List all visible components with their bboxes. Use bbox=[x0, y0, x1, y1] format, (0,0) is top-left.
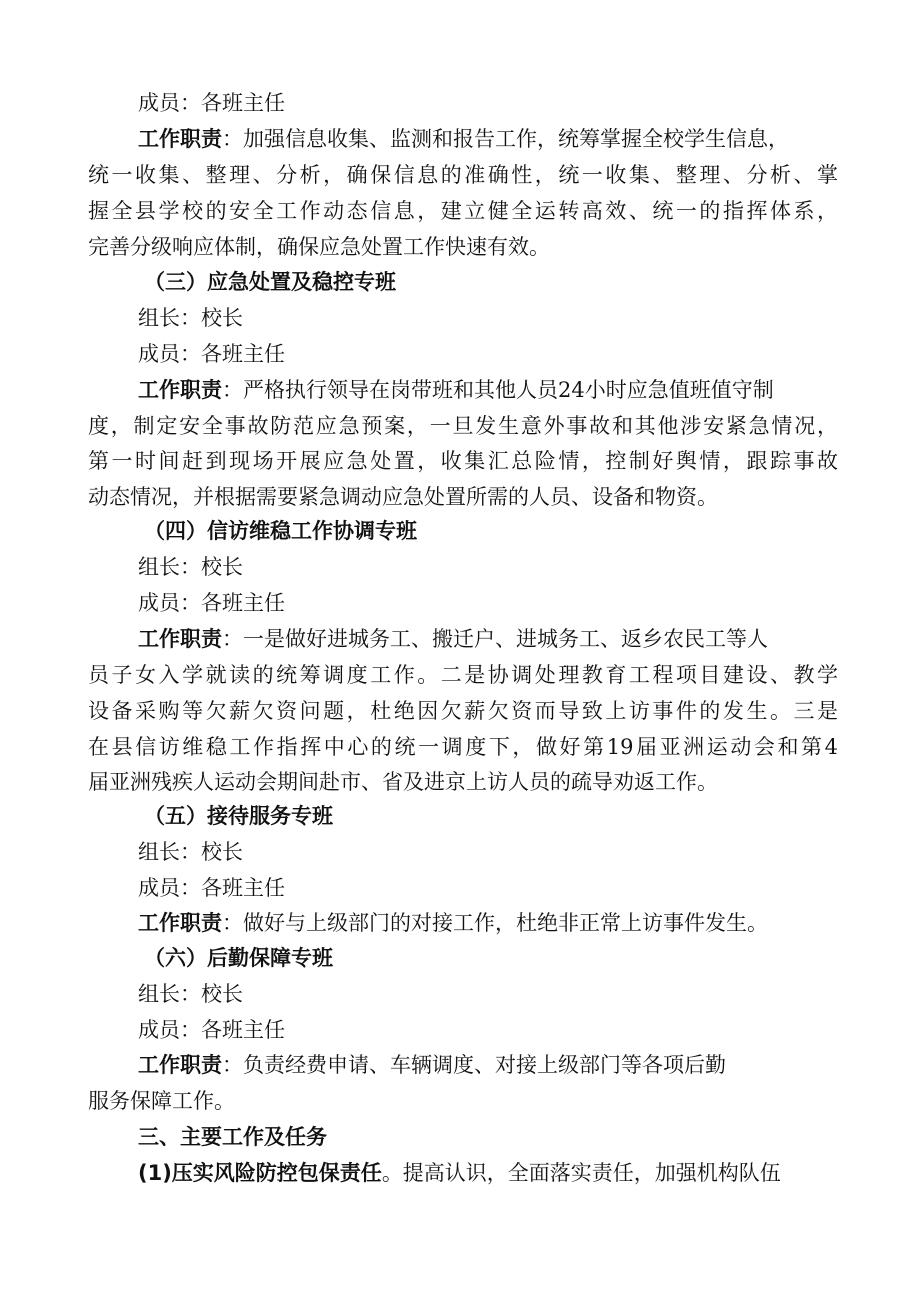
leader-line: 组长：校长 bbox=[138, 840, 243, 864]
paragraph-line: 完善分级响应体制，确保应急处置工作快速有效。 bbox=[88, 235, 550, 259]
duty-label: 工作职责 bbox=[138, 1053, 222, 1077]
paragraph-line: 统一收集、整理、分析，确保信息的准确性，统一收集、整理、分析、掌 bbox=[88, 163, 838, 187]
duty-text: ：一是做好进城务工、搬迁户、进城务工、返乡农民工等人 bbox=[222, 627, 768, 651]
member-line: 成员：各班主任 bbox=[138, 876, 285, 900]
paragraph-line: 握全县学校的安全工作动态信息，建立健全运转高效、统一的指挥体系， bbox=[88, 199, 838, 223]
duty-line bbox=[138, 372, 838, 408]
duty-line bbox=[138, 1047, 726, 1083]
duty-text: ：严格执行领导在岗带班和其他人员24小时应急值班值守制 bbox=[222, 378, 774, 402]
member-line: 成员：各班主任 bbox=[138, 91, 285, 115]
duty-text: ：负责经费申请、车辆调度、对接上级部门等各项后勤 bbox=[222, 1053, 726, 1077]
paragraph-line: 度，制定安全事故防范应急预案，一旦发生意外事故和其他涉安紧急情况， bbox=[88, 414, 838, 438]
paragraph-line: 服务保障工作。 bbox=[88, 1089, 235, 1113]
member-line: 成员：各班主任 bbox=[138, 1018, 285, 1042]
leader-line: 组长：校长 bbox=[138, 306, 243, 330]
paragraph-line: 届亚洲残疾人运动会期间赴市、省及进京上访人员的疏导劝返工作。 bbox=[88, 770, 718, 794]
part-heading: 三、主要工作及任务 bbox=[138, 1125, 327, 1149]
duty-label: 工作职责 bbox=[138, 911, 222, 935]
duty-label: 工作职责 bbox=[138, 378, 222, 402]
task-item bbox=[138, 1155, 781, 1191]
duty-text: ：做好与上级部门的对接工作，杜绝非正常上访事件发生。 bbox=[222, 911, 768, 935]
section-heading: （四）信访维稳工作协调专班 bbox=[144, 519, 417, 543]
paragraph-line: 设备采购等欠薪欠资问题，杜绝因欠薪欠资而导致上访事件的发生。三是 bbox=[88, 699, 838, 723]
section-heading: （三）应急处置及稳控专班 bbox=[144, 270, 396, 294]
section-heading: （五）接待服务专班 bbox=[144, 804, 333, 828]
task-label: (1)压实风险防控包保责任 bbox=[138, 1161, 382, 1185]
duty-line bbox=[138, 621, 838, 657]
paragraph-line: 在县信访维稳工作指挥中心的统一调度下，做好第19届亚洲运动会和第4 bbox=[88, 735, 838, 759]
leader-line: 组长：校长 bbox=[138, 982, 243, 1006]
duty-label: 工作职责 bbox=[138, 127, 222, 151]
paragraph-line: 员子女入学就读的统筹调度工作。二是协调处理教育工程项目建设、教学 bbox=[88, 663, 838, 687]
paragraph-line: 第一时间赶到现场开展应急处置，收集汇总险情，控制好舆情，跟踪事故 bbox=[88, 449, 838, 473]
member-line: 成员：各班主任 bbox=[138, 342, 285, 366]
duty-line bbox=[138, 121, 838, 157]
duty-line bbox=[138, 905, 768, 941]
duty-text: ：加强信息收集、监测和报告工作，统筹掌握全校学生信息， bbox=[222, 127, 789, 151]
member-line: 成员：各班主任 bbox=[138, 591, 285, 615]
paragraph-line: 动态情况，并根据需要紧急调动应急处置所需的人员、设备和物资。 bbox=[88, 485, 718, 509]
duty-label: 工作职责 bbox=[138, 627, 222, 651]
task-text: 。提高认识，全面落实责任，加强机构队伍 bbox=[381, 1161, 781, 1185]
leader-line: 组长：校长 bbox=[138, 555, 243, 579]
section-heading: （六）后勤保障专班 bbox=[144, 946, 333, 970]
